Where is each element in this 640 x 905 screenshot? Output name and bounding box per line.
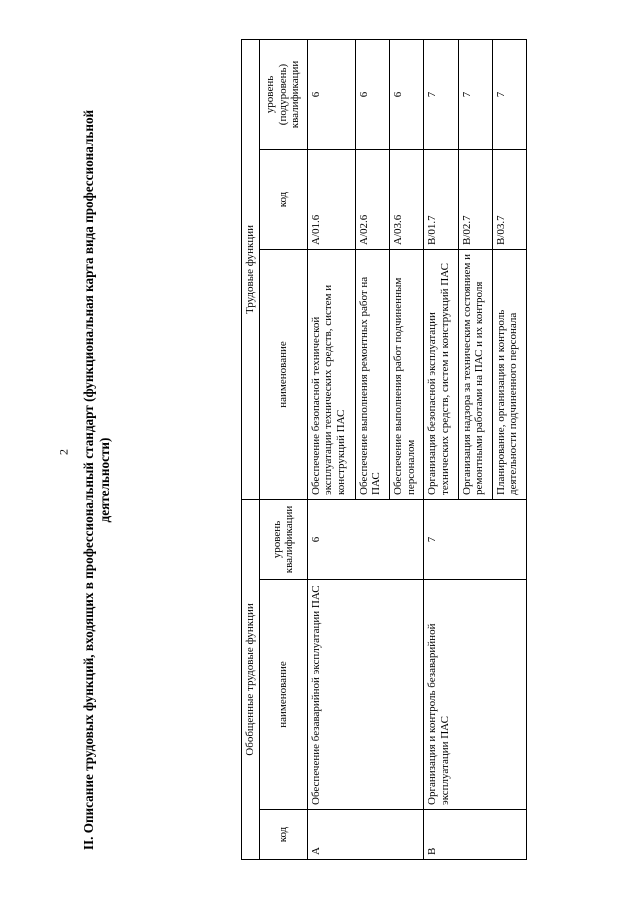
header-name: наименование bbox=[259, 580, 307, 810]
function-code: B/01.7 bbox=[424, 149, 458, 249]
function-code: A/01.6 bbox=[307, 149, 355, 249]
header-function-name: наименование bbox=[259, 249, 307, 499]
function-name: Планирование, организация и контроль деятельности подчиненного персонала bbox=[492, 249, 526, 499]
header-code: код bbox=[259, 810, 307, 860]
table-row bbox=[424, 39, 458, 859]
generalized-name-a: Обеспечение безаварийной эксплуатации ПАС bbox=[307, 580, 424, 810]
section-heading: II. Описание трудовых функций, входящих в профессиональный стандарт (функциональная карта вида профессиональной деятельности) bbox=[81, 109, 112, 851]
function-level: 7 bbox=[458, 39, 492, 149]
function-level: 7 bbox=[492, 39, 526, 149]
functional-map-table-wrapper bbox=[241, 40, 527, 860]
generalized-level-b: 7 bbox=[424, 499, 527, 579]
page-number: 2 bbox=[56, 449, 71, 455]
function-name: Обеспечение выполнения ремонтных работ на ПАС bbox=[355, 249, 389, 499]
header-labor-functions: Трудовые функции bbox=[242, 39, 260, 499]
generalized-code-b: В bbox=[424, 810, 527, 860]
function-level: 6 bbox=[390, 39, 424, 149]
functional-map-table bbox=[241, 39, 527, 860]
function-level: 6 bbox=[355, 39, 389, 149]
function-name: Организация безопасной эксплуатации технических средств, систем и конструкций ПАС bbox=[424, 249, 458, 499]
header-generalized-functions: Обобщенные трудовые функции bbox=[242, 499, 260, 859]
generalized-level-a: 6 bbox=[307, 499, 424, 579]
function-level: 6 bbox=[307, 39, 355, 149]
function-code: B/02.7 bbox=[458, 149, 492, 249]
header-function-code: код bbox=[259, 149, 307, 249]
function-code: B/03.7 bbox=[492, 149, 526, 249]
table-row bbox=[307, 39, 355, 859]
header-qualification-level: уровень квалификации bbox=[259, 499, 307, 579]
function-code: A/02.6 bbox=[355, 149, 389, 249]
generalized-name-b: Организация и контроль безаварийной эксплуатации ПАС bbox=[424, 580, 527, 810]
function-code: A/03.6 bbox=[390, 149, 424, 249]
generalized-code-a: А bbox=[307, 810, 424, 860]
function-name: Организация надзора за техническим состоянием и ремонтными работами на ПАС и их контроля bbox=[458, 249, 492, 499]
function-level: 7 bbox=[424, 39, 458, 149]
function-name: Обеспечение выполнения работ подчиненным персоналом bbox=[390, 249, 424, 499]
function-name: Обеспечение безопасной технической эксплуатации технических средств, систем и конструкций ПАС bbox=[307, 249, 355, 499]
header-sublevel: уровень (подуровень) квалификации bbox=[259, 39, 307, 149]
